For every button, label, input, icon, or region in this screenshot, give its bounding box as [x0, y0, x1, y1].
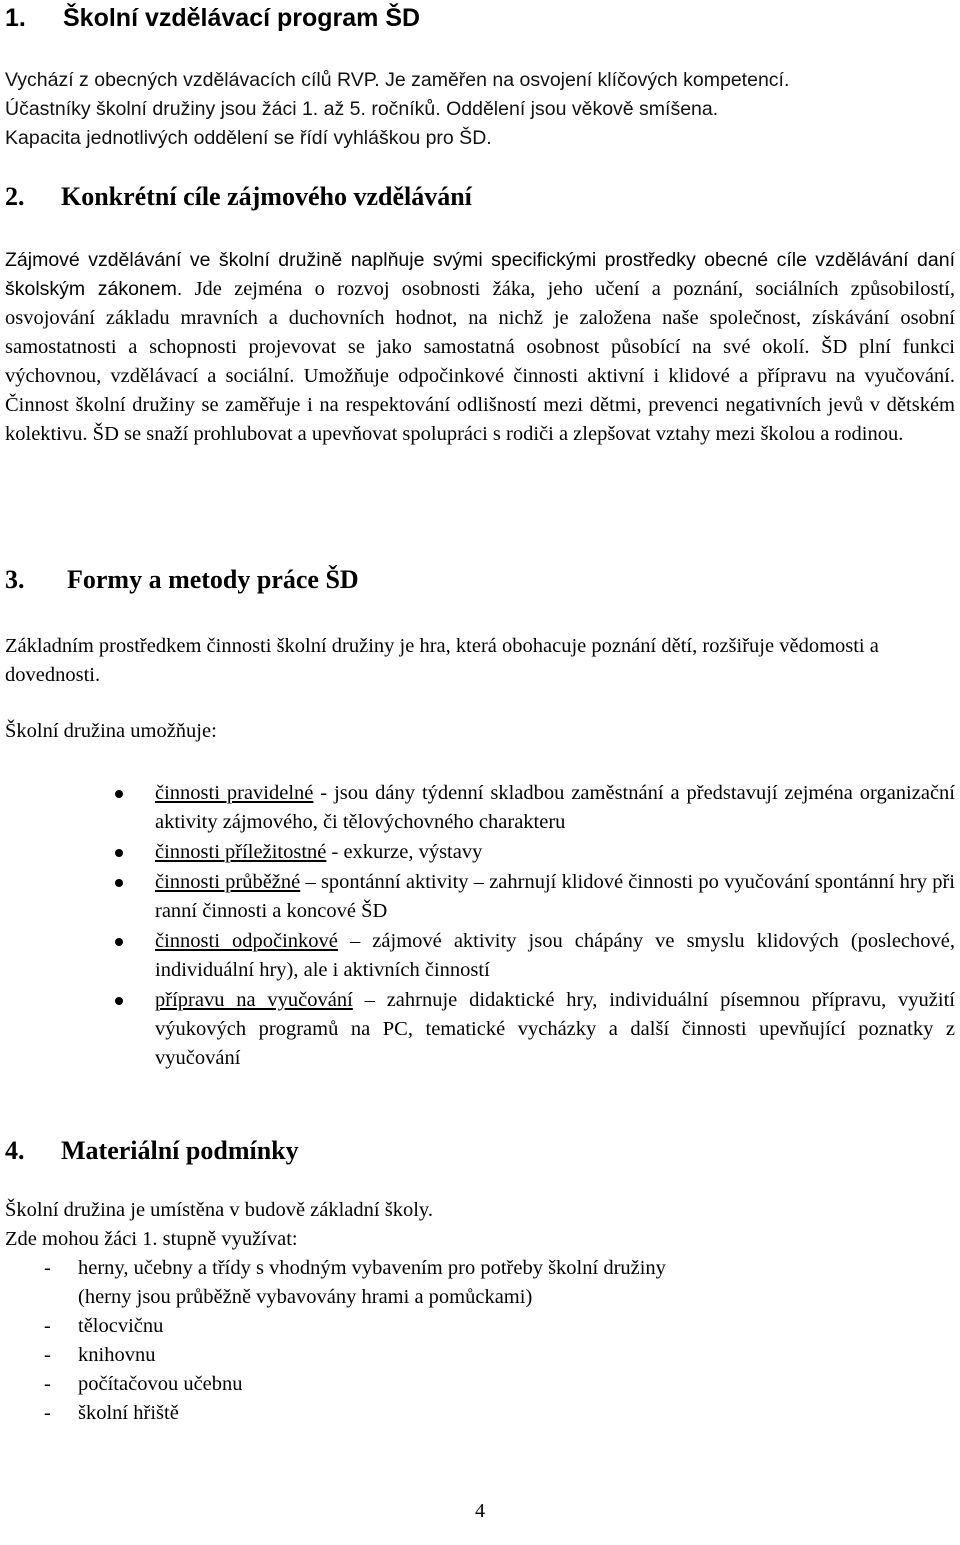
- list-item-text: - exkurze, výstavy: [326, 841, 483, 863]
- dash-icon: -: [44, 1344, 51, 1366]
- list-item: [5, 986, 955, 1073]
- section-3-lead: Školní družina umožňuje:: [5, 720, 217, 742]
- bullet-icon: [115, 879, 123, 887]
- section-3-heading: [5, 565, 359, 595]
- list-item-term: přípravu na vyučování: [155, 989, 353, 1011]
- section-2-title: Konkrétní cíle zájmového vzdělávání: [61, 182, 472, 211]
- list-item-text: – zahrnuje didaktické hry, individuální písemnou přípravu, využití výukových programů na PC, tematické vycházky a další činnosti upevňující poznatky z vyučování: [155, 989, 955, 1069]
- list-item: [5, 868, 955, 926]
- dash-icon: -: [44, 1402, 51, 1424]
- list-item-text: – spontánní aktivity – zahrnují klidové činnosti po vyučování spontánní hry při ranní činnosti a koncové ŠD: [155, 871, 955, 922]
- section-4-line: Školní družina je umístěna v budově základní školy.: [5, 1199, 433, 1221]
- section-4-heading: [5, 1136, 299, 1166]
- section-2-intro: Zájmové vzdělávání ve školní družině naplňuje svými specifickými prostředky obecné cíle vzdělávání daní školským zákonem.: [5, 249, 955, 300]
- section-1-paragraph: [5, 66, 955, 153]
- list-item-term: činnosti pravidelné: [155, 782, 314, 804]
- section-3-title: Formy a metody práce ŠD: [67, 565, 359, 594]
- page-number: 4: [475, 1500, 485, 1522]
- list-item-text: tělocvičnu: [78, 1315, 164, 1337]
- section-2-paragraph: [5, 246, 955, 449]
- section-3-number: 3.: [5, 565, 25, 594]
- section-2-body: Jde zejména o rozvoj osobnosti žáka, jeho učení a poznání, sociálních způsobilostí, osvojování základu mravních a duchovních hodnot, na nichž je založena naše společnost, získávání osobní samostatnosti a schopnosti projevovat se jako samostatná osobnost působící na své okolí. ŠD plní funkci výchovnou, vzdělávací a sociální. Umožňuje odpočinkové činnosti aktivní i klidové a přípravu na vyučování. Činnost školní družiny se zaměřuje i na respektování odlišností mezi dětmi, prevenci negativních jevů v dětském kolektivu. ŠD se snaží prohlubovat a upevňovat spolupráci s rodiči a zlepšovat vztahy mezi školou a rodinou.: [5, 278, 955, 445]
- list-item: [5, 779, 955, 837]
- list-item: [5, 1399, 955, 1428]
- list-item-text: školní hřiště: [78, 1402, 179, 1424]
- section-3-paragraph: Základním prostředkem činnosti školní družiny je hra, která obohacuje poznání dětí, rozšiřuje vědomosti a dovednosti.: [5, 635, 879, 686]
- section-1-heading: [5, 4, 420, 33]
- facility-list: [5, 1254, 955, 1428]
- list-item-text: knihovnu: [78, 1344, 156, 1366]
- list-item: [5, 838, 955, 867]
- list-item: [5, 927, 955, 985]
- list-item-text: – zájmové aktivity jsou chápány ve smyslu klidových (poslechové, individuální hry), ale i aktivních činností: [155, 930, 955, 981]
- bullet-icon: [115, 997, 123, 1005]
- bullet-icon: [115, 790, 123, 798]
- list-item-text: herny, učebny a třídy s vhodným vybavením pro potřeby školní družiny (herny jsou průběžně vybavovány hrami a pomůckami): [78, 1257, 666, 1308]
- list-item: [5, 1254, 955, 1312]
- list-item: [5, 1341, 955, 1370]
- section-2-heading: [5, 182, 472, 212]
- list-item-term: činnosti odpočinkové: [155, 930, 338, 952]
- list-item: [5, 1370, 955, 1399]
- section-1-number: 1.: [5, 4, 26, 32]
- section-4-title: Materiální podmínky: [61, 1136, 299, 1165]
- list-item-term: činnosti příležitostné: [155, 841, 327, 863]
- section-1-line: Kapacita jednotlivých oddělení se řídí vyhláškou pro ŠD.: [5, 127, 492, 149]
- section-1-line: Účastníky školní družiny jsou žáci 1. až 5. ročníků. Oddělení jsou věkově smíšena.: [5, 98, 719, 120]
- section-2-number: 2.: [5, 182, 25, 211]
- dash-icon: -: [44, 1373, 51, 1395]
- dash-icon: -: [44, 1315, 51, 1337]
- dash-icon: -: [44, 1257, 51, 1279]
- section-4-paragraph: [5, 1196, 433, 1254]
- list-item-text: - jsou dány týdenní skladbou zaměstnání a představují zejména organizační aktivity zájmového, či tělovýchovného charakteru: [155, 782, 955, 833]
- list-item: [5, 1312, 955, 1341]
- section-1-title: Školní vzdělávací program ŠD: [63, 4, 421, 32]
- list-item-text: počítačovou učebnu: [78, 1373, 243, 1395]
- section-4-number: 4.: [5, 1136, 25, 1165]
- activity-list: [5, 779, 955, 1074]
- bullet-icon: [115, 849, 123, 857]
- section-4-line: Zde mohou žáci 1. stupně využívat:: [5, 1228, 298, 1250]
- section-1-line: Vychází z obecných vzdělávacích cílů RVP. Je zaměřen na osvojení klíčových kompetencí.: [5, 69, 790, 91]
- bullet-icon: [115, 938, 123, 946]
- list-item-term: činnosti průběžné: [155, 871, 301, 893]
